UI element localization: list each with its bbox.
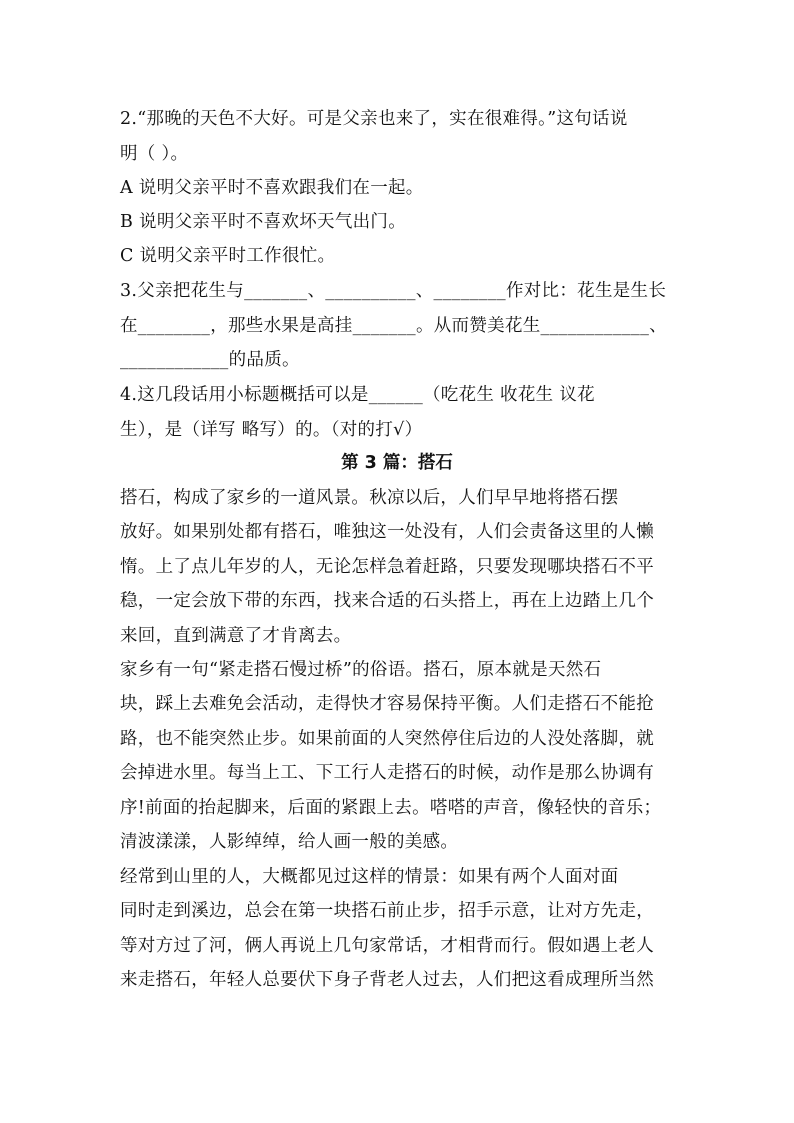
article-line: 会掉进水里。每当上工、下工行人走搭石的时候，动作是那么协调有	[120, 763, 654, 783]
article-line: 清波漾漾，人影绰绰，给人画一般的美感。	[120, 832, 459, 852]
option-a: A 说明父亲平时不喜欢跟我们在一起。	[120, 178, 424, 198]
article-line: 来走搭石，年轻人总要伏下身子背老人过去，人们把这看成理所当然	[120, 970, 654, 990]
article-line: 经常到山里的人，大概都见过这样的情景：如果有两个人面对面	[120, 867, 619, 887]
article-line: 路，也不能突然止步。如果前面的人突然停住后边的人没处落脚，就	[120, 729, 654, 749]
article-line: 等对方过了河，俩人再说上几句家常话，才相背而行。假如遇上老人	[120, 936, 654, 956]
question-4-line-1: 4.这几段话用小标题概括可以是______（吃花生 收花生 议花	[120, 385, 595, 405]
article-line: 序!前面的抬起脚来，后面的紧跟上去。嗒嗒的声音，像轻快的音乐；	[120, 798, 662, 818]
article-line: 块，踩上去难免会活动，走得快才容易保持平衡。人们走搭石不能抢	[120, 694, 654, 714]
question-4-line-2: 生），是（详写 略写）的。（对的打√）	[120, 420, 423, 440]
question-3-line-2: 在________，那些水果是高挂_______。从而赞美花生____________、	[120, 316, 667, 336]
article-line: 稳，一定会放下带的东西，找来合适的石头搭上，再在上边踏上几个	[120, 591, 654, 611]
article-line: 来回，直到满意了才肯离去。	[120, 626, 352, 646]
question-3-line-1: 3.父亲把花生与_______、__________、________作对比：花生是生长	[120, 281, 667, 301]
article-line: 家乡有一句“紧走搭石慢过桥”的俗语。搭石，原本就是天然石	[120, 660, 602, 680]
option-b: B 说明父亲平时不喜欢坏天气出门。	[120, 212, 407, 232]
option-c: C 说明父亲平时工作很忙。	[120, 246, 336, 266]
question-3-line-3: ____________的品质。	[120, 350, 300, 370]
article-line: 同时走到溪边，总会在第一块搭石前止步，招手示意，让对方先走，	[120, 901, 654, 921]
article-line: 搭石，构成了家乡的一道风景。秋凉以后，人们早早地将搭石摆	[120, 488, 619, 508]
article-line: 放好。如果别处都有搭石，唯独这一处没有，人们会责备这里的人懒	[120, 522, 654, 542]
article-title: 第 3 篇：搭石	[341, 453, 453, 473]
question-2-line-1: 2.“那晚的天色不大好。可是父亲也来了，实在很难得。”这句话说	[120, 109, 628, 129]
article-line: 惰。上了点儿年岁的人，无论怎样急着赶路，只要发现哪块搭石不平	[120, 557, 654, 577]
question-2-line-2: 明（ ）。	[120, 144, 189, 164]
